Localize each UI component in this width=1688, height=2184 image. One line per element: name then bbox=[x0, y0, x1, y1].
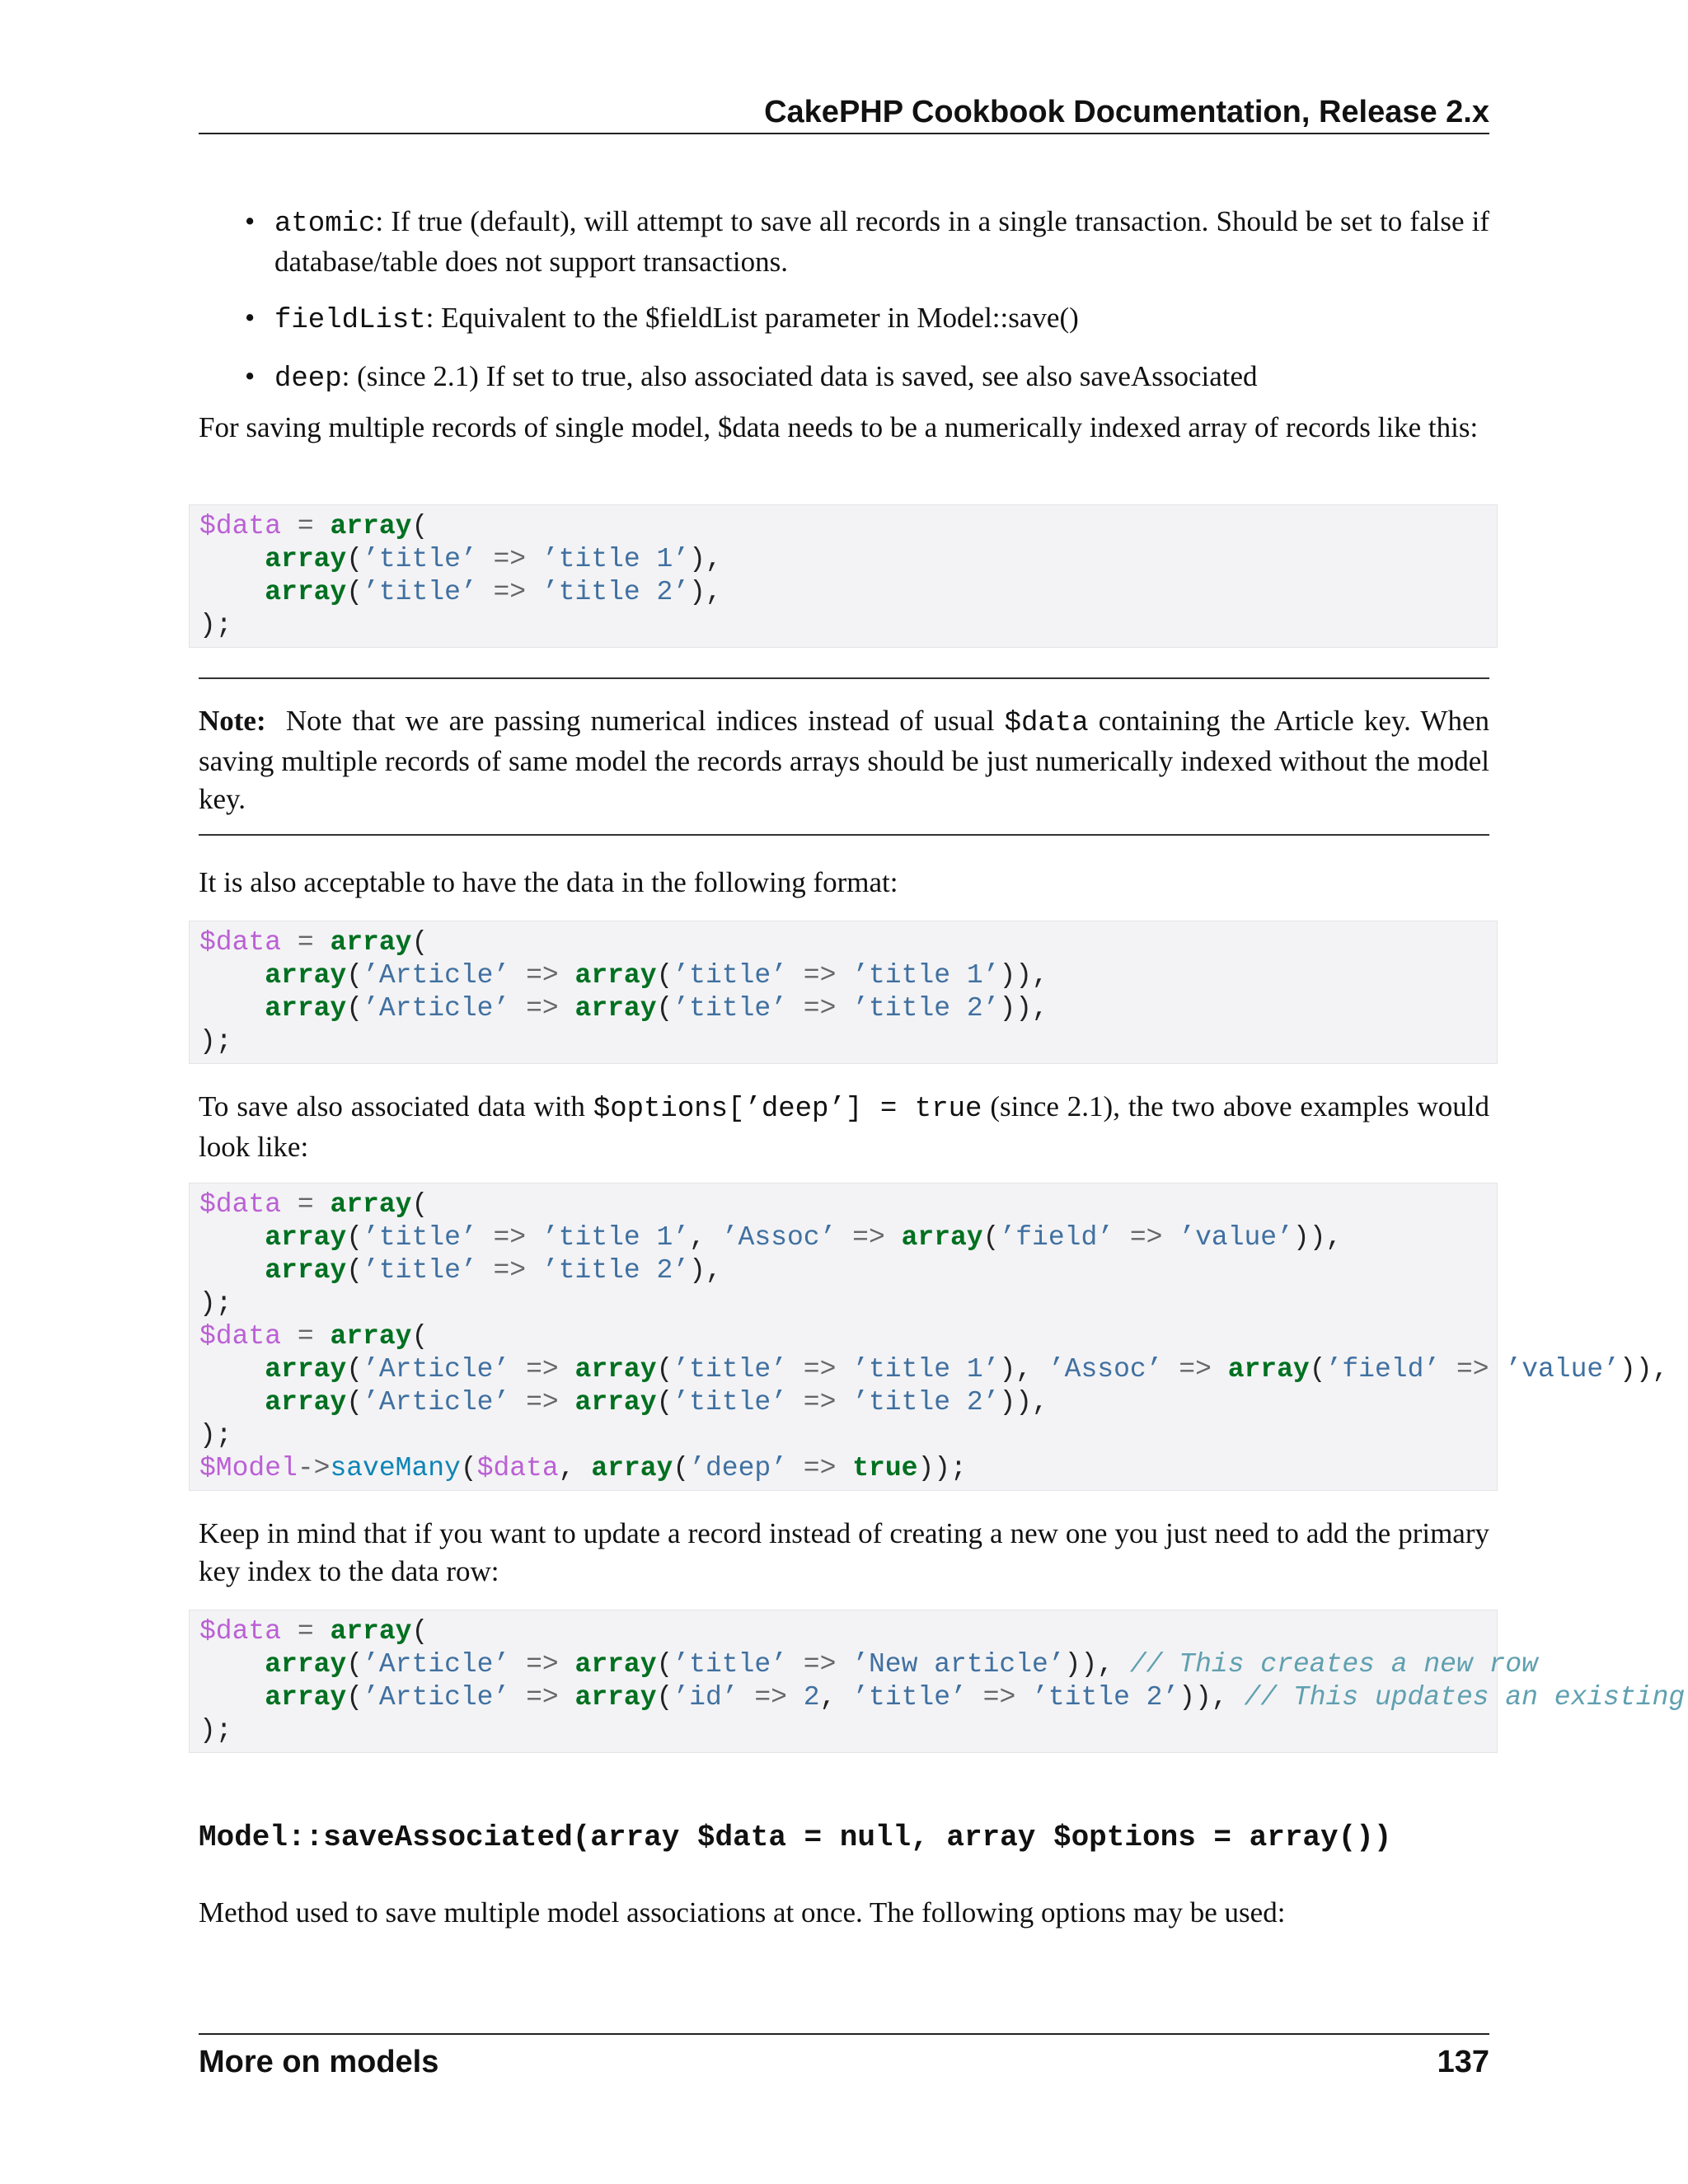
code-token: array bbox=[265, 1682, 347, 1713]
code-token: )), bbox=[1620, 1354, 1669, 1385]
code-token: ), bbox=[999, 1354, 1048, 1385]
code-token: array bbox=[574, 1387, 657, 1418]
code-token bbox=[199, 544, 265, 574]
code-token: ( bbox=[346, 577, 363, 607]
code-token bbox=[199, 1354, 265, 1385]
code-line bbox=[199, 1254, 1487, 1287]
code-token bbox=[199, 960, 265, 991]
code-token: ( bbox=[411, 511, 429, 541]
code-token: array bbox=[265, 1222, 347, 1253]
option-code: deep bbox=[274, 363, 342, 395]
code-token: => bbox=[509, 1354, 575, 1385]
code-token bbox=[199, 577, 265, 607]
code-line bbox=[199, 1287, 1487, 1320]
code-token: , bbox=[689, 1222, 722, 1253]
code-token: ( bbox=[346, 1682, 363, 1713]
para-text-after: (since 2.1), the two above examples would look like: bbox=[199, 1090, 1489, 1163]
list-item-atomic bbox=[199, 203, 1489, 281]
code-token: ( bbox=[346, 1354, 363, 1385]
code-token: ’id’ bbox=[673, 1682, 738, 1713]
code-token: ( bbox=[346, 1222, 363, 1253]
code-token: => bbox=[787, 1453, 853, 1483]
method-signature: Model::saveAssociated(array $data = null, array $options = array()) bbox=[199, 1821, 1392, 1854]
code-token: => bbox=[509, 1682, 575, 1713]
code-token: $Model bbox=[199, 1453, 298, 1483]
code-token: 2 bbox=[803, 1682, 820, 1713]
code-line bbox=[199, 1221, 1487, 1254]
code-token bbox=[199, 1649, 265, 1680]
code-token: ); bbox=[199, 610, 232, 640]
code-token: => bbox=[509, 960, 575, 991]
code-token: => bbox=[966, 1682, 1033, 1713]
paragraph-multiple-records: For saving multiple records of single model, $data needs to be a numerically indexed array of records like this: bbox=[199, 411, 1479, 443]
code-line bbox=[199, 1320, 1487, 1353]
note-label: Note: bbox=[199, 705, 266, 737]
paragraph-alt-format: It is also acceptable to have the data in the following format: bbox=[199, 866, 898, 898]
code-token: ), bbox=[689, 577, 722, 607]
code-token: array bbox=[265, 1354, 347, 1385]
code-token: ( bbox=[346, 544, 363, 574]
code-token: ’New article’ bbox=[852, 1649, 1065, 1680]
code-token: => bbox=[738, 1682, 804, 1713]
code-token: // This creates a new row bbox=[1129, 1649, 1538, 1680]
note-text-after: containing the Article key. When saving multiple records of same model the records arrays should be just numerically indexed without the model key. bbox=[199, 705, 1490, 815]
page-footer bbox=[199, 2042, 1489, 2082]
code-token: ( bbox=[346, 1255, 363, 1286]
code-line bbox=[199, 576, 1487, 609]
code-token: array bbox=[330, 1616, 412, 1647]
bullet: • bbox=[245, 205, 256, 237]
code-token: = bbox=[281, 1321, 331, 1352]
list-item-deep bbox=[199, 358, 1489, 398]
code-token: ’title’ bbox=[363, 1222, 477, 1253]
note-rule-bottom bbox=[199, 834, 1489, 836]
code-token: ( bbox=[656, 1354, 673, 1385]
code-token: ( bbox=[656, 1649, 673, 1680]
code-token: )), bbox=[1179, 1682, 1245, 1713]
code-token: => bbox=[509, 1649, 575, 1680]
code-line bbox=[199, 1681, 1686, 1714]
code-token: array bbox=[901, 1222, 983, 1253]
code-token: => bbox=[1114, 1222, 1179, 1253]
code-token: => bbox=[476, 544, 542, 574]
code-token: => bbox=[509, 1387, 575, 1418]
code-line bbox=[199, 1714, 1487, 1747]
code-token: ’title 2’ bbox=[542, 577, 690, 607]
code-block-2 bbox=[189, 921, 1498, 1064]
code-token: ( bbox=[460, 1453, 477, 1483]
code-token: = bbox=[281, 927, 331, 958]
code-token: ’title 1’ bbox=[852, 1354, 1000, 1385]
code-token: ’title 2’ bbox=[852, 1387, 1000, 1418]
code-token: ); bbox=[199, 1715, 232, 1746]
bullet: • bbox=[245, 360, 256, 392]
option-text: : If true (default), will attempt to save all records in a single transaction. Should be set to false if database/table does not support transactions. bbox=[274, 205, 1489, 278]
code-token: ’Article’ bbox=[363, 1649, 510, 1680]
code-token: ’title 1’ bbox=[852, 960, 1000, 991]
code-token: ’title’ bbox=[363, 577, 477, 607]
footer-rule bbox=[199, 2033, 1489, 2035]
code-token: array bbox=[265, 544, 347, 574]
code-token: array bbox=[1227, 1354, 1310, 1385]
code-token: = bbox=[281, 511, 331, 541]
code-token: array bbox=[330, 927, 412, 958]
code-token: ’title 2’ bbox=[852, 993, 1000, 1024]
code-line bbox=[199, 510, 1487, 543]
code-token: ’Article’ bbox=[363, 993, 510, 1024]
note-code: $data bbox=[1004, 708, 1089, 739]
code-token: -> bbox=[297, 1453, 331, 1483]
code-block-1 bbox=[189, 504, 1498, 648]
code-token: ’title’ bbox=[852, 1682, 967, 1713]
code-token bbox=[199, 1222, 265, 1253]
code-token: ’title 1’ bbox=[542, 544, 690, 574]
code-token: array bbox=[574, 1682, 657, 1713]
code-token: ’value’ bbox=[1505, 1354, 1620, 1385]
code-token: saveMany bbox=[330, 1453, 461, 1483]
code-token: array bbox=[265, 993, 347, 1024]
code-token: ( bbox=[411, 927, 429, 958]
code-token: => bbox=[476, 1255, 542, 1286]
code-token: => bbox=[476, 1222, 542, 1253]
code-line bbox=[199, 1025, 1487, 1058]
code-token: ’Article’ bbox=[363, 1682, 510, 1713]
code-token: ( bbox=[411, 1189, 429, 1220]
code-line bbox=[199, 1452, 1487, 1485]
code-token: => bbox=[1162, 1354, 1228, 1385]
code-token: $data bbox=[199, 927, 282, 958]
paragraph-update-record: Keep in mind that if you want to update a record instead of creating a new one you just need to add the primary key index to the data row: bbox=[199, 1517, 1489, 1587]
code-line bbox=[199, 1615, 1487, 1648]
code-token: ’Article’ bbox=[363, 960, 510, 991]
code-token: ’Assoc’ bbox=[721, 1222, 837, 1253]
code-token: array bbox=[591, 1453, 673, 1483]
code-token: $data bbox=[199, 511, 282, 541]
code-block-4 bbox=[189, 1610, 1686, 1753]
code-token: array bbox=[330, 1321, 412, 1352]
code-block-3 bbox=[189, 1183, 1669, 1491]
code-token: ( bbox=[982, 1222, 1000, 1253]
code-token: = bbox=[281, 1189, 331, 1220]
code-token: , bbox=[558, 1453, 592, 1483]
code-token: ( bbox=[1309, 1354, 1326, 1385]
code-token: ’Article’ bbox=[363, 1354, 510, 1385]
code-token: ); bbox=[199, 1420, 232, 1451]
code-token: ’title 1’ bbox=[542, 1222, 690, 1253]
code-token: ’field’ bbox=[999, 1222, 1114, 1253]
paragraph-deep bbox=[199, 1088, 1489, 1166]
code-token: , bbox=[819, 1682, 853, 1713]
code-token: $data bbox=[476, 1453, 559, 1483]
code-token: => bbox=[476, 577, 542, 607]
code-token: ( bbox=[673, 1453, 690, 1483]
code-token: ), bbox=[689, 1255, 722, 1286]
code-line bbox=[199, 1419, 1487, 1452]
code-token: )), bbox=[999, 993, 1048, 1024]
code-token: ’title’ bbox=[673, 960, 787, 991]
running-header: CakePHP Cookbook Documentation, Release 2.x bbox=[764, 95, 1489, 129]
code-line bbox=[199, 926, 1487, 959]
code-token: => bbox=[509, 993, 575, 1024]
option-code: fieldList bbox=[274, 305, 426, 336]
code-token: )), bbox=[1064, 1649, 1130, 1680]
note-text-before: Note that we are passing numerical indices instead of usual bbox=[285, 705, 1005, 737]
code-token: $data bbox=[199, 1616, 282, 1647]
code-line bbox=[199, 1648, 1538, 1681]
code-token: ( bbox=[346, 1649, 363, 1680]
code-token: array bbox=[330, 1189, 412, 1220]
code-token: ’Assoc’ bbox=[1048, 1354, 1163, 1385]
code-token: )); bbox=[917, 1453, 967, 1483]
code-token: ’deep’ bbox=[689, 1453, 787, 1483]
code-token bbox=[199, 1387, 265, 1418]
code-token: ( bbox=[411, 1321, 429, 1352]
code-line bbox=[199, 1188, 1487, 1221]
code-token: array bbox=[574, 993, 657, 1024]
code-token: array bbox=[265, 1649, 347, 1680]
code-token: ’title 2’ bbox=[542, 1255, 690, 1286]
code-token: ( bbox=[656, 960, 673, 991]
code-token: => bbox=[836, 1222, 902, 1253]
code-token: ’field’ bbox=[1325, 1354, 1441, 1385]
code-line bbox=[199, 609, 1487, 642]
code-token: ( bbox=[346, 993, 363, 1024]
code-token: => bbox=[786, 960, 853, 991]
code-token: ), bbox=[689, 544, 722, 574]
code-token: ’Article’ bbox=[363, 1387, 510, 1418]
options-list bbox=[199, 203, 1489, 416]
code-token: )), bbox=[999, 960, 1048, 991]
code-token: array bbox=[265, 1387, 347, 1418]
code-token: => bbox=[786, 1387, 853, 1418]
code-token: ’value’ bbox=[1179, 1222, 1293, 1253]
code-token: array bbox=[574, 1354, 657, 1385]
code-token: ); bbox=[199, 1026, 232, 1057]
code-line bbox=[199, 1353, 1669, 1386]
note-rule-top bbox=[199, 677, 1489, 679]
option-text: : (since 2.1) If set to true, also associated data is saved, see also saveAssociated bbox=[341, 360, 1258, 392]
paragraph-save-associated: Method used to save multiple model associations at once. The following options may be used: bbox=[199, 1896, 1286, 1929]
code-token: array bbox=[265, 960, 347, 991]
code-token: => bbox=[1440, 1354, 1506, 1385]
code-token: // This updates an existing bbox=[1244, 1682, 1686, 1713]
code-token: array bbox=[265, 577, 347, 607]
code-token: ( bbox=[411, 1616, 429, 1647]
code-token: $data bbox=[199, 1321, 282, 1352]
code-token: array bbox=[330, 511, 412, 541]
code-line bbox=[199, 1386, 1487, 1419]
para-code: $options[’deep’] = true bbox=[593, 1094, 982, 1125]
note-admonition bbox=[199, 702, 1489, 818]
footer-section: More on models bbox=[199, 2045, 439, 2079]
code-line bbox=[199, 992, 1487, 1025]
code-token: ’title’ bbox=[673, 993, 787, 1024]
code-token: true bbox=[852, 1453, 918, 1483]
code-token: ’title 2’ bbox=[1032, 1682, 1179, 1713]
code-token bbox=[199, 993, 265, 1024]
code-token: )), bbox=[999, 1387, 1048, 1418]
code-token: ( bbox=[656, 993, 673, 1024]
code-token: ); bbox=[199, 1288, 232, 1319]
code-token: => bbox=[786, 1649, 853, 1680]
code-token: ’title’ bbox=[673, 1387, 787, 1418]
header-rule bbox=[199, 133, 1489, 134]
code-line bbox=[199, 543, 1487, 576]
code-line bbox=[199, 959, 1487, 992]
code-token: ( bbox=[346, 1387, 363, 1418]
code-token: ’title’ bbox=[673, 1649, 787, 1680]
code-token bbox=[199, 1682, 265, 1713]
code-token: ( bbox=[656, 1682, 673, 1713]
code-token: ( bbox=[656, 1387, 673, 1418]
code-token: $data bbox=[199, 1189, 282, 1220]
page-number: 137 bbox=[1437, 2045, 1489, 2079]
para-text-before: To save also associated data with bbox=[199, 1090, 593, 1122]
code-token: => bbox=[786, 1354, 853, 1385]
option-code: atomic bbox=[274, 209, 376, 240]
code-token: ( bbox=[346, 960, 363, 991]
code-token: )), bbox=[1292, 1222, 1343, 1253]
code-token: array bbox=[574, 1649, 657, 1680]
code-token: array bbox=[574, 960, 657, 991]
code-token: ’title’ bbox=[363, 1255, 477, 1286]
code-token: = bbox=[281, 1616, 331, 1647]
code-token bbox=[199, 1255, 265, 1286]
option-text: : Equivalent to the $fieldList parameter in Model::save() bbox=[425, 302, 1079, 334]
code-token: => bbox=[786, 993, 853, 1024]
code-token: ’title’ bbox=[363, 544, 477, 574]
bullet: • bbox=[245, 302, 256, 334]
code-token: array bbox=[265, 1255, 347, 1286]
code-token: ’title’ bbox=[673, 1354, 787, 1385]
list-item-fieldlist bbox=[199, 299, 1489, 340]
